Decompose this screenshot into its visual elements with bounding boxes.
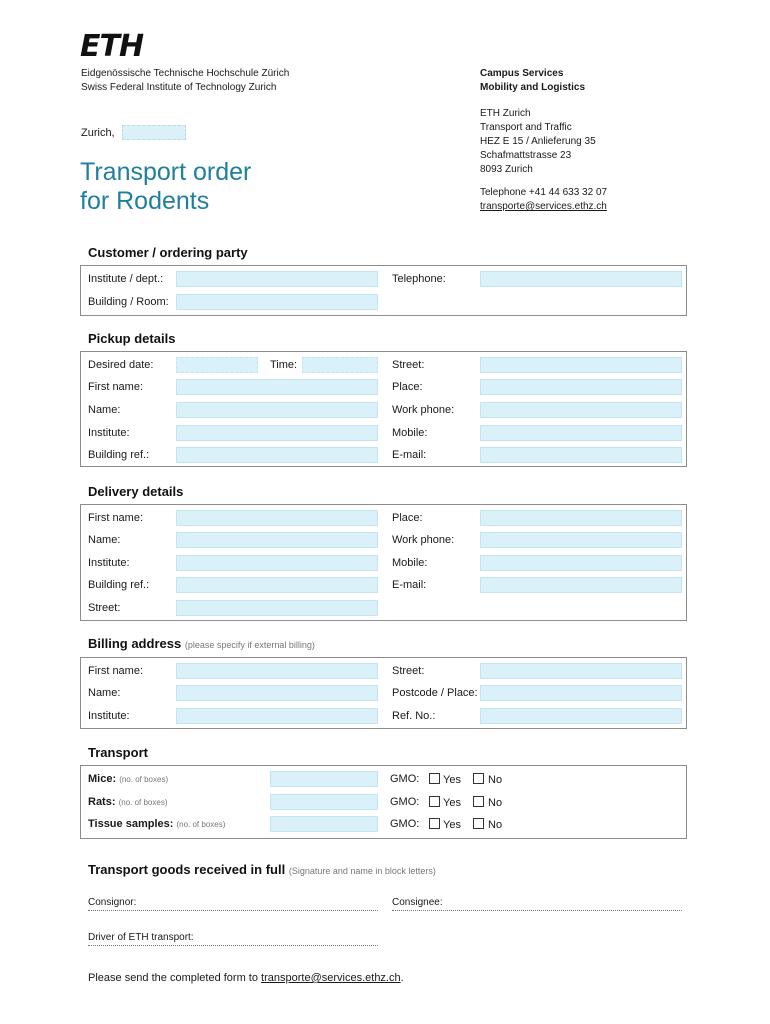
address-line: HEZ E 15 / Anlieferung 35 [480, 136, 596, 147]
pickup-building-field[interactable] [176, 447, 378, 463]
billing-postcode-label: Postcode / Place: [392, 687, 478, 699]
address-line: 8093 Zurich [480, 164, 533, 175]
pickup-street-field[interactable] [480, 357, 682, 373]
mice-gmo-yes-label: Yes [443, 774, 461, 786]
pickup-time-field[interactable] [302, 357, 378, 373]
customer-institute-field[interactable] [176, 271, 378, 287]
billing-first-name-field[interactable] [176, 663, 378, 679]
mice-hint: (no. of boxes) [119, 775, 169, 784]
pickup-first-name-field[interactable] [176, 379, 378, 395]
pickup-street-label: Street: [392, 359, 425, 371]
pickup-mobile-field[interactable] [480, 425, 682, 441]
pickup-date-field[interactable] [176, 357, 258, 373]
pickup-email-label: E-mail: [392, 449, 427, 461]
pickup-building-label: Building ref.: [88, 449, 150, 461]
rats-count-field[interactable] [270, 794, 378, 810]
pickup-name-label: Name: [88, 404, 121, 416]
received-note: (Signature and name in block letters) [288, 866, 436, 876]
title-line-1: Transport order [80, 158, 252, 186]
desired-date-label: Desired date: [88, 359, 154, 371]
delivery-street-field[interactable] [176, 600, 378, 616]
footer-instruction [88, 972, 404, 984]
university-name [81, 67, 289, 95]
contact-info [480, 186, 607, 214]
delivery-email-label: E-mail: [392, 579, 427, 591]
rats-label [88, 796, 168, 808]
campus-services [480, 67, 585, 95]
tissue-count-field[interactable] [270, 816, 378, 832]
rats-gmo-yes-label: Yes [443, 797, 461, 809]
email-link[interactable]: transporte@services.ethz.ch [480, 201, 607, 212]
billing-name-field[interactable] [176, 685, 378, 701]
delivery-place-label: Place: [392, 512, 423, 524]
delivery-work-phone-label: Work phone: [392, 534, 455, 546]
transport-section-title: Transport [88, 745, 148, 760]
mice-label-text: Mice: [88, 773, 117, 785]
pickup-section-title: Pickup details [88, 331, 176, 346]
pickup-email-field[interactable] [480, 447, 682, 463]
consignee-signature-line[interactable] [392, 910, 682, 911]
delivery-institute-field[interactable] [176, 555, 378, 571]
consignee-label: Consignee: [392, 897, 443, 908]
pickup-first-name-label: First name: [88, 381, 144, 393]
pickup-name-field[interactable] [176, 402, 378, 418]
delivery-name-field[interactable] [176, 532, 378, 548]
tissue-label [88, 818, 225, 830]
address-line: Transport and Traffic [480, 122, 572, 133]
institute-label: Institute / dept.: [88, 273, 164, 285]
billing-note: (please specify if external billing) [184, 640, 315, 650]
delivery-institute-label: Institute: [88, 557, 130, 569]
time-label: Time: [270, 359, 298, 371]
rats-gmo-no-label: No [488, 797, 503, 809]
billing-name-label: Name: [88, 687, 121, 699]
delivery-section-title: Delivery details [88, 484, 184, 499]
consignor-signature-line[interactable] [88, 910, 378, 911]
delivery-email-field[interactable] [480, 577, 682, 593]
billing-street-field[interactable] [480, 663, 682, 679]
billing-ref-field[interactable] [480, 708, 682, 724]
mice-gmo-no-checkbox[interactable] [473, 773, 484, 784]
campus-line-1: Campus Services [480, 68, 564, 79]
tissue-gmo-no-label: No [488, 819, 503, 831]
billing-title-text: Billing address [88, 636, 182, 651]
pickup-institute-label: Institute: [88, 427, 130, 439]
billing-institute-label: Institute: [88, 710, 130, 722]
billing-ref-label: Ref. No.: [392, 710, 436, 722]
pickup-place-label: Place: [392, 381, 423, 393]
delivery-mobile-label: Mobile: [392, 557, 428, 569]
place-label: Zurich, [81, 127, 115, 139]
delivery-first-name-label: First name: [88, 512, 144, 524]
delivery-street-label: Street: [88, 602, 121, 614]
billing-postcode-field[interactable] [480, 685, 682, 701]
consignor-label: Consignor: [88, 897, 137, 908]
building-room-label: Building / Room: [88, 296, 169, 308]
driver-label: Driver of ETH transport: [88, 932, 194, 943]
delivery-mobile-field[interactable] [480, 555, 682, 571]
postal-address [480, 107, 596, 177]
customer-section-title: Customer / ordering party [88, 245, 248, 260]
university-name-en: Swiss Federal Institute of Technology Zurich [81, 82, 277, 93]
university-name-de: Eidgenössische Technische Hochschule Zürich [81, 68, 290, 79]
mice-count-field[interactable] [270, 771, 378, 787]
pickup-place-field[interactable] [480, 379, 682, 395]
telephone-label: Telephone: [392, 273, 446, 285]
tissue-gmo-label: GMO: [390, 818, 420, 830]
delivery-building-label: Building ref.: [88, 579, 150, 591]
telephone-text: Telephone +41 44 633 32 07 [480, 187, 608, 198]
billing-first-name-label: First name: [88, 665, 144, 677]
billing-institute-field[interactable] [176, 708, 378, 724]
tissue-gmo-yes-label: Yes [443, 819, 461, 831]
page-title [80, 158, 251, 216]
rats-hint: (no. of boxes) [118, 798, 168, 807]
customer-building-field[interactable] [176, 294, 378, 310]
delivery-building-field[interactable] [176, 577, 378, 593]
billing-section-title [88, 636, 315, 651]
delivery-first-name-field[interactable] [176, 510, 378, 526]
footer-period: . [400, 972, 404, 984]
pickup-work-phone-label: Work phone: [392, 404, 455, 416]
date-field[interactable] [122, 125, 186, 140]
address-line: Schafmattstrasse 23 [480, 150, 572, 161]
pickup-institute-field[interactable] [176, 425, 378, 441]
tissue-hint: (no. of boxes) [176, 820, 226, 829]
billing-street-label: Street: [392, 665, 425, 677]
delivery-place-field[interactable] [480, 510, 682, 526]
tissue-gmo-yes-checkbox[interactable] [429, 818, 440, 829]
campus-line-2: Mobility and Logistics [480, 82, 586, 93]
customer-telephone-field[interactable] [480, 271, 682, 287]
delivery-work-phone-field[interactable] [480, 532, 682, 548]
mice-gmo-yes-checkbox[interactable] [429, 773, 440, 784]
tissue-gmo-no-checkbox[interactable] [473, 818, 484, 829]
rats-gmo-label: GMO: [390, 796, 420, 808]
address-line: ETH Zurich [480, 108, 531, 119]
tissue-label-text: Tissue samples: [88, 818, 174, 830]
delivery-name-label: Name: [88, 534, 121, 546]
footer-text: Please send the completed form to [88, 972, 258, 984]
rats-label-text: Rats: [88, 796, 116, 808]
rats-gmo-yes-checkbox[interactable] [429, 796, 440, 807]
title-line-2: for Rodents [80, 187, 210, 215]
mice-label [88, 773, 168, 785]
mice-gmo-label: GMO: [390, 773, 420, 785]
pickup-work-phone-field[interactable] [480, 402, 682, 418]
pickup-mobile-label: Mobile: [392, 427, 428, 439]
driver-signature-line[interactable] [88, 945, 378, 946]
received-section-title [88, 862, 436, 877]
rats-gmo-no-checkbox[interactable] [473, 796, 484, 807]
eth-logo: ETH [80, 29, 144, 64]
mice-gmo-no-label: No [488, 774, 503, 786]
footer-email-link[interactable]: transporte@services.ethz.ch [261, 972, 401, 984]
received-title-text: Transport goods received in full [88, 862, 286, 877]
